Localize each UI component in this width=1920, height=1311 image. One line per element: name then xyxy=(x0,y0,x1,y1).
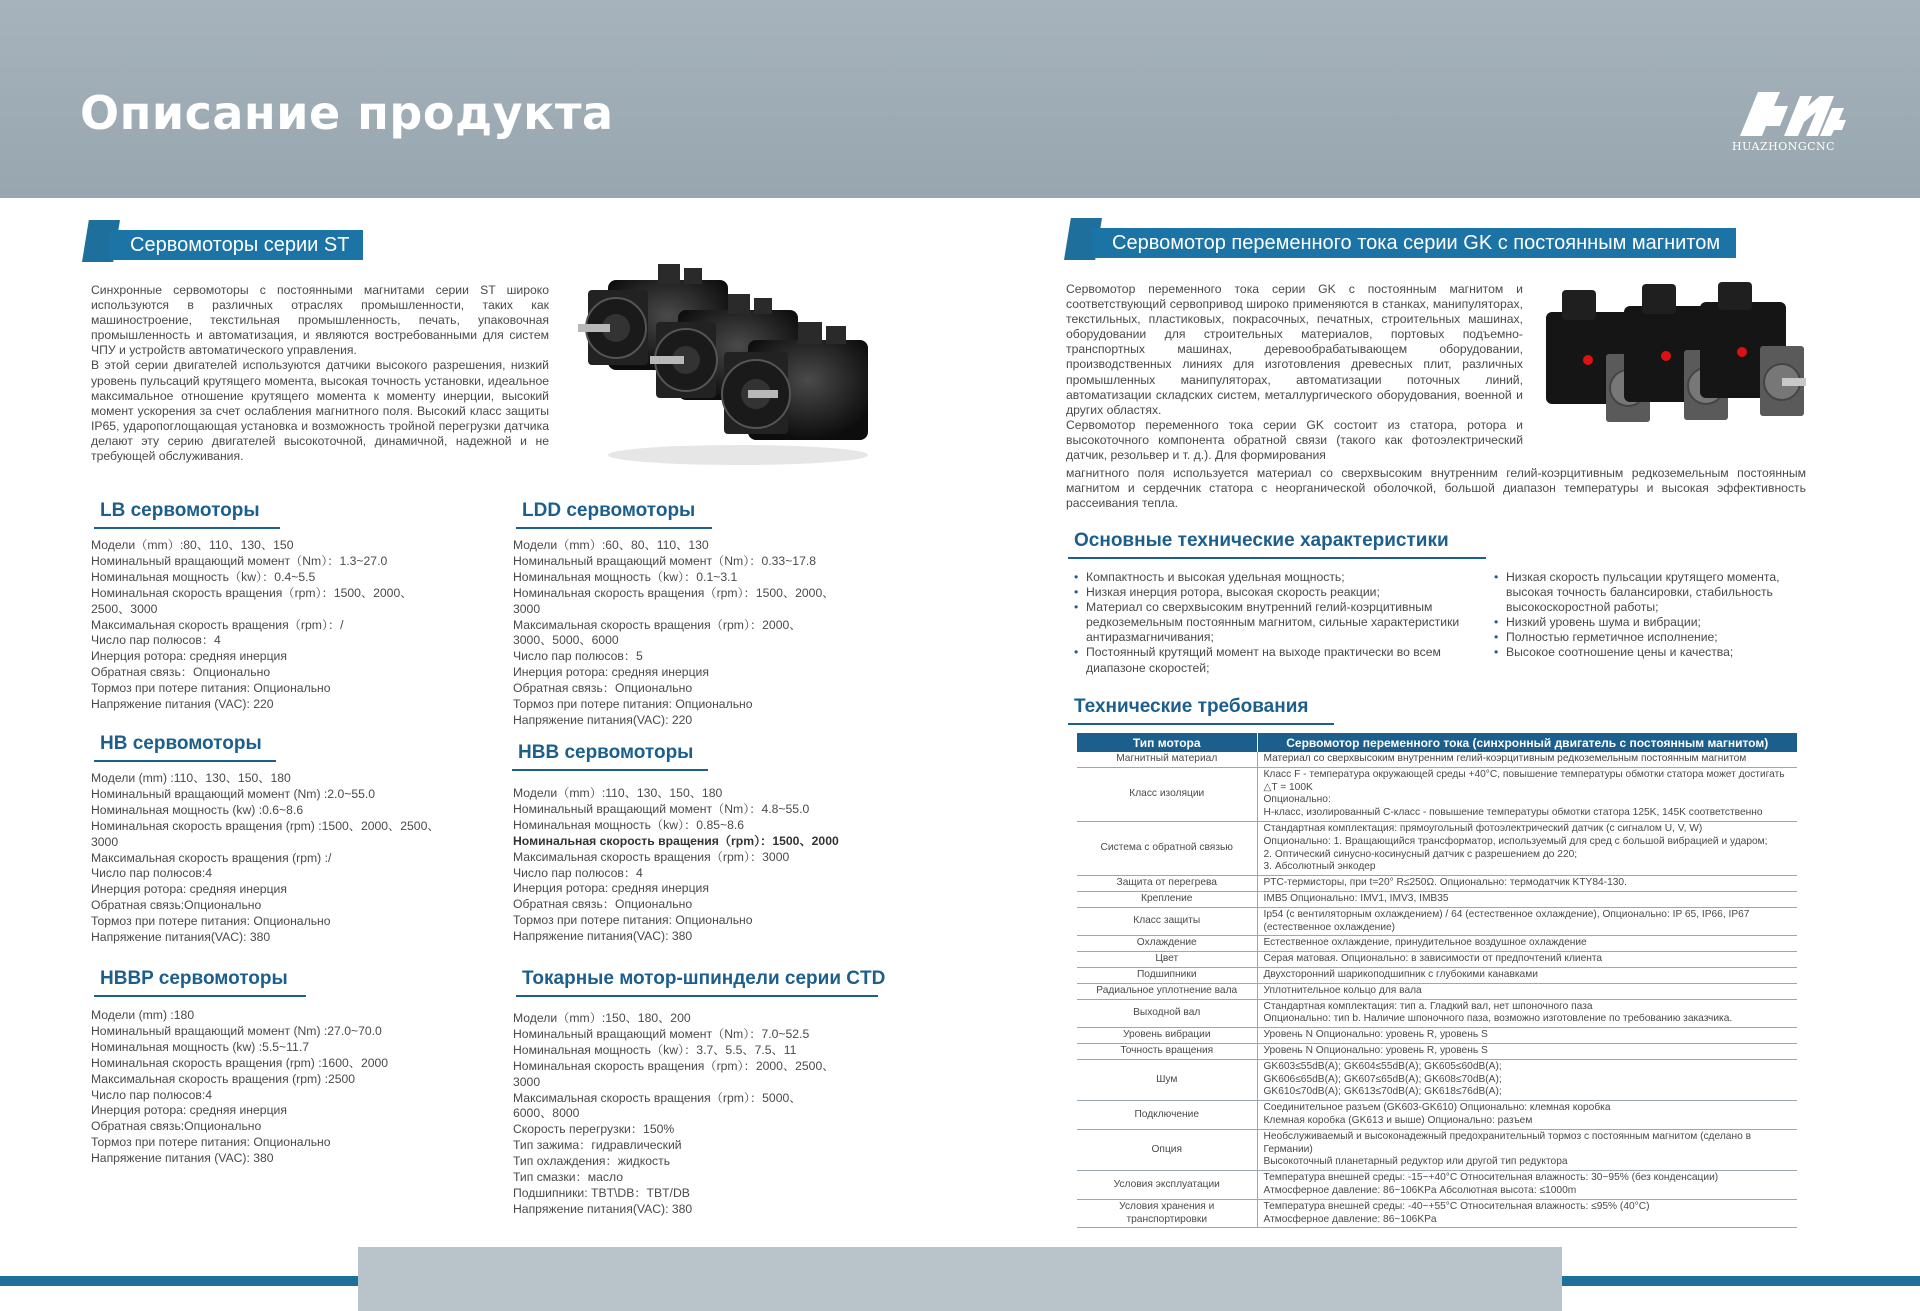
spec-line: Номинальная мощность（kw）：0.4~5.5 xyxy=(91,569,316,584)
spec-line: Модели（mm）:60、80、110、130 xyxy=(513,538,709,552)
table-row-value: Класс F - температура окружающей среды +40°C, повышение температуры обмотки статора может достигать △T = 100K Опционально: Н-класс, изолированный С-класс - повышение температуры обмотки статора 125K, 145K соответственно xyxy=(1257,767,1797,821)
table-row xyxy=(1077,891,1797,907)
table-row-label: Крепление xyxy=(1077,891,1257,907)
table-row-label: Условия хранения и транспортировки xyxy=(1077,1199,1257,1228)
table-row xyxy=(1077,876,1797,892)
table-row-label: Уровень вибрации xyxy=(1077,1028,1257,1044)
spec-line: Число пар полюсов：4 xyxy=(513,865,643,880)
hb-spec-list xyxy=(91,771,440,946)
spec-line: Номинальная скорость вращения（rpm）：2000、2500、 xyxy=(513,1058,835,1073)
table-row-value: PTC-термисторы, при t=20° R≤250Ω. Опционально: термодатчик KTY84-130. xyxy=(1257,876,1797,892)
logo-text: HUAZHONGCNC xyxy=(1732,140,1836,153)
spec-line: Максимальная скорость вращения（rpm）：2000、 xyxy=(513,617,802,632)
spec-line: Максимальная скорость вращения（rpm）：5000、 xyxy=(513,1090,802,1105)
features-list-left xyxy=(1074,570,1486,676)
requirements-title xyxy=(1074,696,1308,722)
table-row-label: Радиальное уплотнение вала xyxy=(1077,983,1257,999)
spec-line: Число пар полюсов：5 xyxy=(513,649,643,664)
spec-line: Номинальная мощность（kw）：0.85~8.6 xyxy=(513,817,745,832)
spec-line: Тормоз при потере питания: Опционально xyxy=(513,697,753,712)
st-series-banner-title: Сервомоторы серии ST xyxy=(110,230,363,260)
list-item: • Полностью герметичное исполнение; xyxy=(1494,630,1794,645)
features-title-underline xyxy=(1068,557,1486,559)
st-servomotors-image xyxy=(578,250,878,470)
spec-line: Номинальная скорость вращения（rpm）：1500、2000、 xyxy=(91,585,413,600)
spec-line: Модели（mm）:80、110、130、150 xyxy=(91,538,294,552)
list-item: • Низкая инерция ротора, высокая скорость реакции; xyxy=(1074,585,1486,600)
table-row-value: Уплотнительное кольцо для вала xyxy=(1257,983,1797,999)
table-header-cell: Тип мотора xyxy=(1077,733,1257,752)
list-item: • Высокое соотношение цены и качества; xyxy=(1494,645,1794,660)
spec-line: 3000 xyxy=(513,601,541,616)
table-row-value: Соединительное разъем (GK603-GK610) Опционально: клемная коробка Клемная коробка (GK613 и выше) Опционально: разъем xyxy=(1257,1101,1797,1130)
spec-line: Инерция ротора: средняя инерция xyxy=(91,882,287,897)
ctd-section-title-text: Токарные мотор-шпиндели серии CTD xyxy=(522,968,886,989)
ldd-section-title-text: LDD сервомоторы xyxy=(522,500,696,521)
spec-line: 3000、5000、6000 xyxy=(513,633,619,648)
spec-line: Номинальный вращающий момент (Nm) :2.0~55.0 xyxy=(91,786,376,801)
spec-line: 3000 xyxy=(513,1074,541,1089)
ldd-section-title xyxy=(522,500,695,526)
gk-servomotors-image xyxy=(1532,282,1812,442)
features-title-text: Основные технические характеристики xyxy=(1074,530,1449,551)
spec-line: Обратная связь：Опционально xyxy=(513,681,693,696)
gk-series-banner-title: Сервомотор переменного тока серии GK с постоянным магнитом xyxy=(1092,228,1736,258)
spec-line: Максимальная скорость вращения（rpm）：/ xyxy=(91,617,344,632)
table-row xyxy=(1077,999,1797,1028)
spec-line: Тормоз при потере питания: Опционально xyxy=(91,1135,331,1150)
hbb-spec-list xyxy=(513,786,839,945)
spec-line: Максимальная скорость вращения (rpm) :2500 xyxy=(91,1071,356,1086)
spec-line: Обратная связь：Опционально xyxy=(513,897,693,912)
features-list-right xyxy=(1494,570,1794,661)
spec-line: Число пар полюсов:4 xyxy=(91,866,212,881)
ctd-section-title xyxy=(522,968,885,994)
gk-intro-text-bottom: магнитного поля используется материал со сверхвысоким внутренним гелий-коэрцитивным редкоземельным постоянным магнитом и сердечник статора с неорганической оболочкой, большой диапазон температуры и высокая эффективность рассеивания тепла. xyxy=(1066,466,1806,511)
table-row-value: Уровень N Опционально: уровень R, уровень S xyxy=(1257,1028,1797,1044)
ctd-spec-list xyxy=(513,1011,834,1218)
hbbp-section-title-text: HBBP сервомоторы xyxy=(100,968,288,989)
ldd-title-underline xyxy=(516,527,712,529)
hb-section-title xyxy=(100,733,262,759)
hbb-section-title xyxy=(518,742,693,768)
table-row-label: Точность вращения xyxy=(1077,1043,1257,1059)
spec-line: Номинальная скорость вращения (rpm) :1500、2000、2500、 xyxy=(91,818,440,833)
table-row xyxy=(1077,1129,1797,1170)
spec-line: Обратная связь：Опционально xyxy=(91,665,271,680)
spec-line: Число пар полюсов:4 xyxy=(91,1087,212,1102)
table-row-value: Уровень N Опционально: уровень R, уровень S xyxy=(1257,1043,1797,1059)
spec-line: Номинальная мощность（kw）：0.1~3.1 xyxy=(513,569,738,584)
spec-line: Модели（mm）:150、180、200 xyxy=(513,1011,691,1025)
spec-line: Номинальная скорость вращения（rpm）：1500、2000、 xyxy=(513,585,835,600)
spec-line: Модели (mm) :180 xyxy=(91,1008,195,1022)
table-row-value: Материал со сверхвысоким внутренним гелий-коэрцитивным редкоземельным постоянным магнитом xyxy=(1257,752,1797,767)
spec-line: Инерция ротора: средняя инерция xyxy=(91,1103,287,1118)
hb-title-underline xyxy=(94,760,276,762)
spec-line: Напряжение питания(VAC): 220 xyxy=(513,712,693,727)
table-row-label: Условия эксплуатации xyxy=(1077,1171,1257,1200)
table-row-label: Подключение xyxy=(1077,1101,1257,1130)
table-row xyxy=(1077,1059,1797,1100)
requirements-title-underline xyxy=(1068,723,1334,725)
table-row-label: Защита от перегрева xyxy=(1077,876,1257,892)
list-item: • Низкая скорость пульсации крутящего момента, высокая точность балансировки, стабильность высокоскоростной работы; xyxy=(1494,570,1794,615)
hb-section-title-text: HB сервомоторы xyxy=(100,733,262,754)
table-row xyxy=(1077,1043,1797,1059)
table-row xyxy=(1077,1101,1797,1130)
table-header-cell: Сервомотор переменного тока (синхронный двигатель с постоянным магнитом) xyxy=(1257,733,1797,752)
lb-spec-list xyxy=(91,538,412,713)
spec-line: Инерция ротора: средняя инерция xyxy=(91,649,287,664)
spec-line: Максимальная скорость вращения (rpm) :/ xyxy=(91,850,332,865)
list-item: • Компактность и высокая удельная мощность; xyxy=(1074,570,1486,585)
table-row-label: Шум xyxy=(1077,1059,1257,1100)
spec-line: Напряжение питания(VAC): 380 xyxy=(513,1201,693,1216)
table-row-label: Магнитный материал xyxy=(1077,752,1257,767)
spec-line: 6000、8000 xyxy=(513,1106,580,1121)
table-row-value: Серая матовая. Опционально: в зависимости от предпочтений клиента xyxy=(1257,952,1797,968)
table-body xyxy=(1077,752,1797,1228)
ldd-spec-list xyxy=(513,538,834,729)
table-row-value: Температура внешней среды: -15~+40°C Относительная влажность: 30~95% (без конденсации) Атмосферное давление: 86~106KPa Абсолютная высота: ≤1000m xyxy=(1257,1171,1797,1200)
table-row xyxy=(1077,752,1797,767)
page-title: Описание продукта xyxy=(80,86,614,140)
spec-line: Модели (mm) :110、130、150、180 xyxy=(91,771,291,785)
table-row-label: Охлаждение xyxy=(1077,936,1257,952)
st-intro-text: Синхронные сервомоторы с постоянными магнитами серии ST широко используются в различных отраслях промышленности, таких как машиностроение, текстильная промышленность, печать, упаковочная промышленность и автоматизация, и являются востребованными для систем ЧПУ и устройств автоматического управления. В этой серии двигателей используются датчики высокого разрешения, низкий уровень пульсаций крутящего момента, высокая точность установки, идеальное максимальное отношение крутящего момента к моменту инерции, высокий момент ускорения за счет ослабления магнитного поля. Высокий класс защиты IP65, ударопоглощающая установка и возможность тройной перегрузки датчика делают эту серию двигателей высокоточной, динамичной, надежной и не требующей обслуживания. xyxy=(91,283,549,464)
spec-line: 2500、3000 xyxy=(91,601,158,616)
spec-line: Тормоз при потере питания: Опционально xyxy=(513,913,753,928)
spec-line: Тип зажима：гидравлический xyxy=(513,1138,682,1153)
spec-line: Номинальная скорость вращения（rpm）：1500、2000 xyxy=(513,833,839,848)
table-row xyxy=(1077,907,1797,936)
table-row-value: GK603≤55dB(A); GK604≤55dB(A); GK605≤60dB(A); GK606≤65dB(A); GK607≤65dB(A); GK608≤70dB(A); GK610≤70dB(A); GK613≤70dB(A); GK618≤76dB(A); xyxy=(1257,1059,1797,1100)
spec-line: Напряжение питания (VAC): 380 xyxy=(91,1151,274,1166)
spec-line: Максимальная скорость вращения（rpm）：3000 xyxy=(513,849,790,864)
table-row xyxy=(1077,1028,1797,1044)
gk-intro-text-top: Сервомотор переменного тока серии GK с постоянным магнитом и соответствующий сервопривод широко применяются в станках, манипуляторах, текстильных, пластиковых, покрасочных, печатных, строительных машинах, оборудовании для строительных материалов, портовых подъемно-транспортных машинах, деревообрабатывающем оборудовании, производственных линиях для изготовления древесных плит, различных промышленных манипуляторах, автоматизации поточных линий, автоматизации складских систем, металлургического оборудования, военной и других областях. Сервомотор переменного тока серии GK состоит из статора, ротора и высокоточного компонента обратной связи (такого как фотоэлектрический датчик, резольвер и т. д.). Для формирования xyxy=(1066,282,1523,463)
spec-line: Номинальный вращающий момент（Nm）：7.0~52.5 xyxy=(513,1026,810,1041)
table-row xyxy=(1077,983,1797,999)
spec-line: Число пар полюсов：4 xyxy=(91,633,221,648)
table-row-label: Класс изоляции xyxy=(1077,767,1257,821)
spec-line: Номинальный вращающий момент（Nm）：0.33~17.8 xyxy=(513,553,817,568)
spec-line: Тип смазки：масло xyxy=(513,1170,624,1185)
features-title xyxy=(1074,530,1449,556)
hbbp-spec-list xyxy=(91,1008,388,1167)
table-row-label: Выходной вал xyxy=(1077,999,1257,1028)
hbbp-title-underline xyxy=(94,995,306,997)
spec-line: Напряжение питания (VAC): 220 xyxy=(91,697,274,712)
table-row-label: Класс защиты xyxy=(1077,907,1257,936)
spec-line: Обратная связь:Опционально xyxy=(91,898,262,913)
lb-section-title xyxy=(100,500,260,526)
spec-line: Инерция ротора: средняя инерция xyxy=(513,665,709,680)
lb-title-underline xyxy=(94,527,280,529)
list-item: • Материал со сверхвысоким внутренний гелий-коэрцитивным редкоземельным постоянным магнитом, сильные характеристики антиразмагничивания; xyxy=(1074,600,1486,645)
spec-line: Номинальный вращающий момент（Nm）：4.8~55.0 xyxy=(513,801,810,816)
requirements-title-text: Технические требования xyxy=(1074,696,1309,717)
spec-line: Номинальный вращающий момент（Nm）：1.3~27.0 xyxy=(91,553,388,568)
footer-box xyxy=(358,1247,1562,1311)
table-row xyxy=(1077,952,1797,968)
hbbp-section-title xyxy=(100,968,288,994)
table-row-value: Стандартная комплектация: тип a. Гладкий вал, нет шпоночного паза Опционально: тип b. Наличие шпоночного паза, возможно изготовление по требованию заказчика. xyxy=(1257,999,1797,1028)
table-row-label: Цвет xyxy=(1077,952,1257,968)
spec-line: Номинальная мощность (kw) :5.5~11.7 xyxy=(91,1039,309,1054)
table-row-label: Подшипники xyxy=(1077,967,1257,983)
table-row xyxy=(1077,767,1797,821)
spec-line: Номинальная мощность (kw) :0.6~8.6 xyxy=(91,802,304,817)
table-row xyxy=(1077,1199,1797,1228)
table-row-value: Двухсторонний шарикоподшипник с глубокими канавками xyxy=(1257,967,1797,983)
spec-line: Модели（mm）:110、130、150、180 xyxy=(513,786,723,800)
spec-line: Тип охлаждения：жидкость xyxy=(513,1154,671,1169)
table-row xyxy=(1077,821,1797,875)
ctd-title-underline xyxy=(516,995,878,997)
spec-line: Подшипники: TBT\DB：TBT/DB xyxy=(513,1185,690,1200)
spec-line: Тормоз при потере питания: Опционально xyxy=(91,681,331,696)
table-row-value: Температура внешней среды: -40~+55°C Относительная влажность: ≤95% (40°C) Атмосферное давление: 86~106KPa xyxy=(1257,1199,1797,1228)
table-row-label: Система с обратной связью xyxy=(1077,821,1257,875)
table-row-value: Ip54 (с вентиляторным охлаждением) / 64 (естественное охлаждение), Опционально: IP 65, IP66, IP67 (естественное охлаждение) xyxy=(1257,907,1797,936)
spec-line: Номинальная мощность（kw）：3.7、5.5、7.5、11 xyxy=(513,1042,797,1057)
table-row xyxy=(1077,967,1797,983)
list-item: • Низкий уровень шума и вибрации; xyxy=(1494,615,1794,630)
tech-requirements-table xyxy=(1077,733,1797,1228)
spec-line: Номинальная скорость вращения (rpm) :1600、2000 xyxy=(91,1055,389,1070)
spec-line: Напряжение питания(VAC): 380 xyxy=(513,929,693,944)
spec-line: Напряжение питания(VAC): 380 xyxy=(91,930,271,945)
table-row xyxy=(1077,1171,1797,1200)
hbb-section-title-text: HBB сервомоторы xyxy=(518,742,694,763)
spec-line: Обратная связь:Опционально xyxy=(91,1119,262,1134)
table-row-value: Необслуживаемый и высоконадежный предохранительный тормоз с постоянным магнитом (сделано в Германии) Высокоточный планетарный редуктор или другой тип редуктора xyxy=(1257,1129,1797,1170)
spec-line: Скорость перегрузки：150% xyxy=(513,1122,675,1137)
lb-section-title-text: LB сервомоторы xyxy=(100,500,260,521)
table-header-row xyxy=(1077,733,1797,752)
table-row-label: Опция xyxy=(1077,1129,1257,1170)
table-row-value: IMB5 Опционально: IMV1, IMV3, IMB35 xyxy=(1257,891,1797,907)
spec-line: Инерция ротора: средняя инерция xyxy=(513,881,709,896)
spec-line: 3000 xyxy=(91,834,119,849)
list-item: • Постоянный крутящий момент на выходе практически во всем диапазоне скоростей; xyxy=(1074,645,1486,675)
hbb-title-underline xyxy=(512,769,708,771)
spec-line: Тормоз при потере питания: Опционально xyxy=(91,914,331,929)
spec-line: Номинальный вращающий момент (Nm) :27.0~70.0 xyxy=(91,1023,382,1038)
table-row xyxy=(1077,936,1797,952)
table-row-value: Стандартная комплектация: прямоугольный фотоэлектрический датчик (с сигналом U, V, W) Опционально: 1. Вращающийся трансформатор, используемый для сред с большой вибрацией и ударом; 2. Оптический синусно-косинусный датчик с разрешением до 220; 3. Абсолютный энкодер xyxy=(1257,821,1797,875)
table-row-value: Естественное охлаждение, принудительное воздушное охлаждение xyxy=(1257,936,1797,952)
